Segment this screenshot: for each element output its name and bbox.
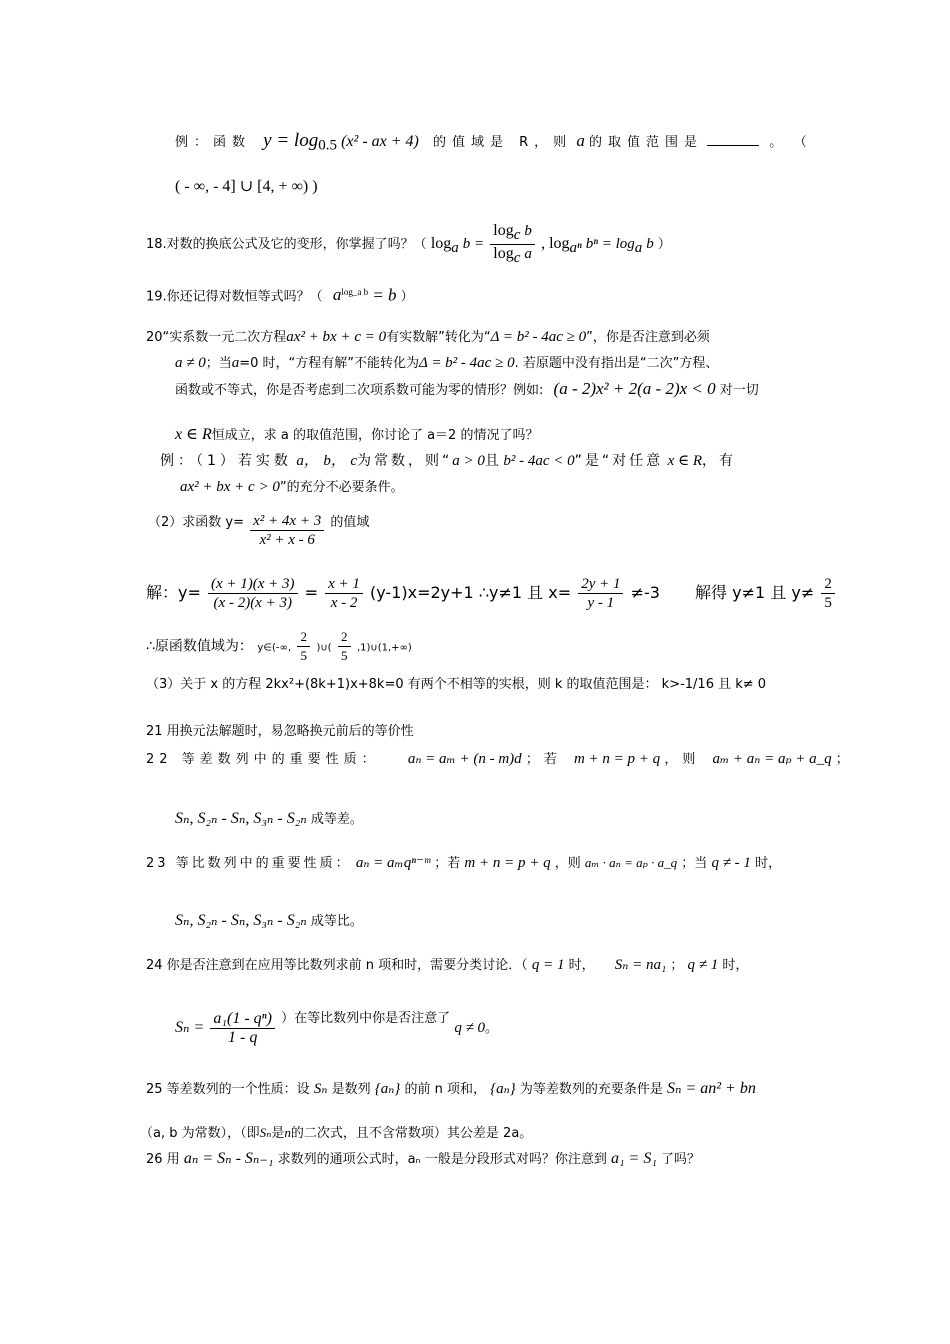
numerator: a₁(1 - qⁿ) — [210, 1010, 275, 1029]
text: 25 等差数列的一个性质：设 — [146, 1082, 310, 1097]
example-20-3: （3）关于 x 的方程 2kx²+(8k+1)x+8k=0 有两个不相等的实根，则 k 的取值范围是： k>-1/16 且 k≠ 0 — [146, 677, 767, 692]
var-a: a — [576, 131, 585, 150]
formula: aₙ = aₘ + (n - m)d — [407, 751, 522, 767]
denominator: 5 — [341, 648, 348, 663]
item-23-line2 — [175, 912, 363, 931]
condition: a > 0 — [452, 453, 485, 469]
var: b — [646, 236, 654, 253]
condition: b² - 4ac < 0 — [503, 453, 575, 469]
log: , log — [541, 235, 570, 253]
condition: x ∈ R — [175, 426, 212, 443]
discriminant: Δ = b² - 4ac ≥ 0 — [419, 355, 515, 371]
text: ； — [835, 752, 849, 767]
text: ；当 — [205, 356, 232, 371]
formula: Sₙ — [259, 1125, 272, 1140]
denominator: (x - 2)(x + 3) — [213, 595, 292, 611]
solution-line — [146, 575, 837, 612]
var: bⁿ = log — [585, 236, 635, 253]
text: 26 用 — [146, 1152, 180, 1167]
item-25-line2 — [140, 1124, 532, 1143]
item-20-line1 — [146, 328, 710, 347]
text: 恒成立，求 a 的取值范围，你讨论了 a＝2 的情况了吗？ — [211, 428, 539, 443]
text: ∴原函数值域为： — [146, 638, 253, 655]
item-20-line2 — [175, 354, 718, 373]
numerator: (x + 1)(x + 3) — [208, 575, 298, 594]
text: 有实数解”转化为“ — [386, 330, 491, 345]
var: c — [350, 453, 357, 469]
text: 对一切 — [719, 383, 759, 398]
text: ,1)∪(1,+∞) — [356, 642, 412, 654]
text: 。（ — [769, 135, 825, 150]
formula: Sₙ, S₂ₙ - Sₙ, S₃ₙ - S₂ₙ — [175, 810, 307, 827]
formula: m + n = p + q — [464, 855, 551, 871]
formula: Sₙ — [313, 1081, 328, 1097]
var: b， — [323, 453, 346, 469]
text: ）在等比数列中你是否注意了 — [281, 1011, 451, 1026]
item-20-line3 — [175, 380, 759, 400]
denominator: 5 — [824, 595, 832, 611]
item-22-line1 — [146, 750, 849, 769]
rhs: = b — [372, 285, 397, 305]
formula: aₙ = Sₙ - Sₙ₋₁ — [183, 1150, 274, 1167]
formula: {aₙ} — [490, 1081, 516, 1097]
text: y∈(-∞, — [257, 642, 292, 654]
text: 成等差。 — [310, 812, 363, 827]
fraction — [297, 628, 310, 665]
text: 的值域是 R，则 — [433, 135, 573, 150]
item-20-line4 — [175, 426, 538, 445]
text: =0 时，“方程有解”不能转化为 — [239, 356, 420, 371]
text: ） — [400, 289, 414, 305]
text: . 若原题中没有指出是“二次”方程、 — [514, 356, 719, 371]
denominator: y - 1 — [587, 595, 615, 611]
fraction-2 — [325, 575, 363, 612]
text: 函数或不等式，你是否考虑到二次项系数可能为零的情形？例如: — [175, 383, 544, 398]
item-18 — [146, 222, 671, 267]
denominator: x² + x - 6 — [259, 532, 315, 548]
item-24-line1 — [146, 956, 748, 975]
item-25-line1 — [146, 1080, 756, 1099]
text: ”，你是否注意到必须 — [586, 330, 710, 345]
var: b = — [462, 236, 485, 253]
fraction-1 — [208, 575, 298, 612]
sub: aⁿ — [569, 240, 582, 257]
formula: q ≠ - 1 — [711, 855, 751, 871]
text: ；当 — [681, 856, 708, 871]
log-base: 0.5 — [318, 137, 337, 154]
text: 是 — [271, 1126, 285, 1141]
text: 为等差数列的充要条件是 — [519, 1082, 663, 1097]
formula: m + n = p + q — [573, 751, 661, 767]
formula: aₘ · aₙ = aₚ · a_q — [584, 855, 678, 870]
base-a: a — [332, 285, 342, 305]
text: ≠-3 — [630, 583, 660, 602]
text: 且 — [484, 453, 499, 469]
denominator: x - 2 — [330, 595, 358, 611]
numerator: 2y + 1 — [578, 575, 623, 594]
formula-y-log: y = log — [263, 130, 319, 151]
example-20-1-line2 — [180, 478, 404, 497]
sub: a — [451, 240, 459, 257]
text: 是数列 — [331, 1082, 371, 1097]
text: )∪( — [316, 642, 332, 654]
formula: q = 1 — [531, 957, 565, 973]
var: b — [524, 223, 532, 239]
text: 20“实系数一元二次方程 — [146, 330, 287, 345]
text: ”的充分不必要条件。 — [279, 480, 404, 495]
var-n: n — [284, 1125, 291, 1140]
fraction-4 — [821, 575, 835, 612]
text: ； — [670, 958, 684, 973]
sub: a — [634, 240, 643, 257]
numerator: x + 1 — [325, 575, 363, 594]
var: a， — [296, 453, 319, 469]
text: 成等比。 — [310, 914, 363, 929]
function-fraction — [250, 512, 324, 549]
text: 时， — [755, 856, 782, 871]
formula: q ≠ 0 — [454, 1020, 486, 1036]
inequality: ax² + bx + c > 0 — [180, 479, 280, 495]
log: log — [430, 235, 452, 253]
formula: Sₙ, S₂ₙ - Sₙ, S₃ₙ - S₂ₙ — [175, 912, 307, 929]
text: 22 等差数列中的重要性质： — [146, 752, 380, 767]
formula: q ≠ 1 — [687, 957, 719, 973]
condition: x ∈ R — [667, 453, 703, 469]
item-26 — [146, 1150, 700, 1169]
formula: {aₙ} — [374, 1081, 401, 1097]
text: 例：函数 — [175, 135, 252, 150]
answer-blank — [707, 133, 759, 146]
log: log — [493, 245, 514, 263]
text: ，则 — [554, 856, 581, 871]
numerator: 2 — [821, 575, 835, 594]
text: 23 等比数列中的重要性质： — [146, 856, 352, 871]
equation: ax² + bx + c = 0 — [286, 329, 387, 345]
inequality: (a - 2)x² + 2(a - 2)x < 0 — [553, 379, 716, 398]
formula: Sₙ = an² + bn — [666, 1080, 756, 1097]
fraction — [338, 628, 351, 665]
text: 解：y= — [146, 583, 201, 602]
text: 的取值范围是 — [588, 135, 703, 150]
formula: aₘ + aₙ = aₚ + a_q — [712, 751, 832, 767]
exponent: log_a b — [341, 287, 369, 297]
range-line — [146, 628, 412, 665]
formula: a₁ = S₁ — [610, 1150, 657, 1167]
numerator: 2 — [297, 628, 310, 647]
text: 了吗？ — [661, 1152, 701, 1167]
example-20-1-line1 — [160, 452, 736, 470]
text: ，有 — [702, 453, 737, 469]
text: ；若 — [525, 752, 562, 767]
formula-lhs: Sₙ = — [175, 1019, 205, 1036]
var: a — [524, 246, 532, 263]
sub: c — [513, 250, 521, 267]
formula: Sₙ = na₁ — [614, 957, 667, 973]
text: ） — [657, 237, 671, 253]
fraction-3 — [578, 575, 623, 612]
text: 求数列的通项公式时，aₙ 一般是分段形式对吗？你注意到 — [277, 1152, 607, 1167]
numerator: 2 — [338, 628, 351, 647]
item-21: 21 用换元法解题时，易忽略换元前后的等价性 — [146, 724, 414, 739]
text: ，则 — [664, 752, 701, 767]
sum-fraction — [210, 1010, 275, 1047]
log-argument: (x² - ax + 4) — [341, 133, 419, 150]
numerator: x² + 4x + 3 — [250, 512, 324, 531]
text: 例：（1）若实数 — [160, 453, 292, 469]
item-22-line2 — [175, 810, 363, 829]
text: (y-1)x=2y+1 ∴y≠1 且 x= — [370, 583, 572, 602]
text: ；若 — [434, 856, 461, 871]
text: = — [304, 583, 319, 602]
item-24-line2 — [175, 1010, 498, 1047]
item-23-line1 — [146, 854, 781, 873]
change-of-base-fraction — [490, 222, 535, 267]
denominator: 1 - q — [228, 1029, 258, 1046]
log: log — [493, 222, 514, 239]
denominator: 5 — [300, 648, 307, 663]
condition: a ≠ 0 — [175, 355, 206, 371]
item-19 — [146, 283, 414, 306]
sub: c — [513, 227, 521, 244]
text: 18.对数的换底公式及它的变形，你掌握了吗？（ — [146, 237, 427, 253]
text: 时， — [568, 958, 595, 973]
discriminant: Δ = b² - 4ac ≥ 0 — [490, 329, 587, 345]
formula: aₙ = aₘqⁿ⁻ᵐ — [355, 855, 431, 871]
text: 解得 y≠1 且 y≠ — [695, 583, 815, 602]
text: 的二次式，且不含常数项）其公差是 2a。 — [290, 1126, 533, 1141]
text: （2）求函数 y= — [148, 515, 244, 530]
var-a: a — [231, 355, 240, 371]
text: （a, b 为常数），（即 — [140, 1126, 260, 1141]
text: 的值域 — [330, 515, 370, 530]
text: 的前 n 项和， — [404, 1082, 486, 1097]
text: 时， — [722, 958, 749, 973]
text: 24 你是否注意到在应用等比数列求前 n 项和时，需要分类讨论．（ — [146, 958, 528, 973]
example-20-2 — [148, 514, 369, 549]
example-17-answer: ( - ∞, - 4] ∪ [4, + ∞) ) — [175, 178, 318, 195]
text: 19.你还记得对数恒等式吗？（ — [146, 289, 323, 305]
text: 。 — [485, 1021, 499, 1036]
text: 为常数，则“ — [356, 453, 453, 469]
text: ”是“对任意 — [574, 453, 664, 469]
example-17-line1 — [175, 132, 825, 155]
